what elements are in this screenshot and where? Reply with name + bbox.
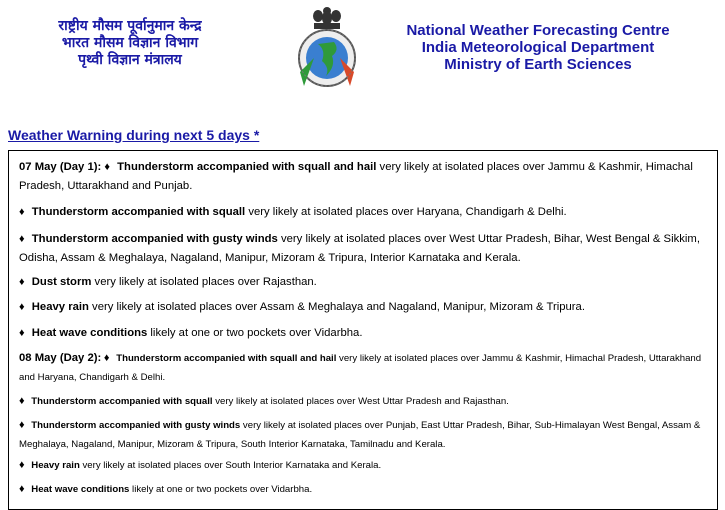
- warning-phenomenon: Heavy rain: [31, 301, 89, 313]
- warning-phenomenon: Thunderstorm accompanied with squall: [31, 396, 213, 407]
- warning-phenomenon: Heat wave conditions: [31, 327, 148, 339]
- section-title-link[interactable]: Weather Warning during next 5 days *: [8, 127, 260, 143]
- org-line: National Weather Forecasting Centre: [406, 22, 670, 39]
- warning-item: [19, 392, 709, 411]
- warning-text: very likely at isolated places over Punjab, East Uttar Pradesh, Bihar, Sub-Himalayan West Bengal, Assam & Meghalaya, Nagaland, Manipur, Mizoram & Tripura, South Interior Karnataka, Tamilnadu and Kerala.: [19, 420, 701, 450]
- bullet-icon: ♦: [19, 233, 25, 245]
- bullet-icon: ♦: [19, 327, 25, 339]
- warning-item: [19, 158, 709, 196]
- english-org-name: [378, 22, 698, 73]
- warning-text: very likely at isolated places over Assam & Meghalaya and Nagaland, Manipur, Mizoram & Tripura.: [88, 301, 585, 313]
- warning-text: very likely at isolated places over Jammu & Kashmir, Himachal Pradesh, Uttarakhand and Punjab.: [19, 161, 693, 192]
- bullet-icon: ♦: [19, 419, 25, 431]
- imd-emblem-icon: [292, 6, 362, 92]
- org-line: India Meteorological Department: [421, 39, 655, 56]
- warning-item: [19, 298, 709, 317]
- hindi-line: भारत मौसम विज्ञान विभाग: [61, 35, 199, 51]
- warning-text: very likely at isolated places over West Uttar Pradesh, Bihar, West Bengal & Sikkim, Odisha, Assam & Meghalaya, Nagaland, Manipur, Mizoram & Tripura, Interior Karnataka and Kerala.: [19, 233, 700, 264]
- warning-item: [19, 324, 709, 343]
- warning-text: very likely at isolated places over West Uttar Pradesh and Rajasthan.: [212, 396, 509, 407]
- warning-item: [19, 349, 709, 387]
- warning-text: very likely at isolated places over South Interior Karnataka and Kerala.: [79, 460, 382, 471]
- warning-phenomenon: Thunderstorm accompanied with squall: [31, 206, 246, 218]
- warning-item: [19, 203, 709, 222]
- warning-text: likely at one or two pockets over Vidarbha.: [129, 484, 313, 495]
- org-line: Ministry of Earth Sciences: [444, 56, 632, 73]
- warning-item: [19, 230, 709, 268]
- bullet-icon: ♦: [19, 276, 25, 288]
- warning-phenomenon: Thunderstorm accompanied with gusty winds: [31, 420, 241, 431]
- warning-item: [19, 456, 709, 475]
- warning-text: likely at one or two pockets over Vidarbha.: [147, 327, 363, 339]
- bullet-icon: ♦: [19, 206, 25, 218]
- bullet-icon: ♦: [19, 459, 25, 471]
- warning-phenomenon: Dust storm: [31, 276, 92, 288]
- warning-phenomenon: Thunderstorm accompanied with squall and hail: [116, 353, 337, 364]
- warning-text: very likely at isolated places over Rajasthan.: [91, 276, 317, 288]
- warning-text: very likely at isolated places over Haryana, Chandigarh & Delhi.: [245, 206, 567, 218]
- warning-phenomenon: Heat wave conditions: [31, 484, 130, 495]
- warning-phenomenon: Thunderstorm accompanied with gusty winds: [31, 233, 278, 245]
- page-header: [0, 0, 725, 100]
- warning-item: [19, 416, 709, 454]
- warning-phenomenon: Heavy rain: [31, 460, 80, 471]
- hindi-line: राष्ट्रीय मौसम पूर्वानुमान केन्द्र: [58, 18, 202, 34]
- bullet-icon: ♦: [19, 395, 25, 407]
- warning-box: [8, 150, 718, 510]
- hindi-line: पृथ्वी विज्ञान मंत्रालय: [78, 52, 182, 68]
- bullet-icon: ♦: [19, 483, 25, 495]
- hindi-org-name: [10, 18, 250, 69]
- day-label: 07 May (Day 1):: [19, 161, 102, 173]
- day-label: 08 May (Day 2):: [19, 352, 102, 364]
- bullet-icon: ♦: [104, 161, 111, 173]
- warning-item: [19, 273, 709, 292]
- warning-phenomenon: Thunderstorm accompanied with squall and hail: [117, 161, 377, 173]
- bullet-icon: ♦: [19, 301, 25, 313]
- warning-item: [19, 480, 709, 499]
- warning-text: very likely at isolated places over Jammu & Kashmir, Himachal Pradesh, Uttarakhand and Haryana, Chandigarh & Delhi.: [19, 353, 702, 383]
- bullet-icon: ♦: [103, 352, 110, 364]
